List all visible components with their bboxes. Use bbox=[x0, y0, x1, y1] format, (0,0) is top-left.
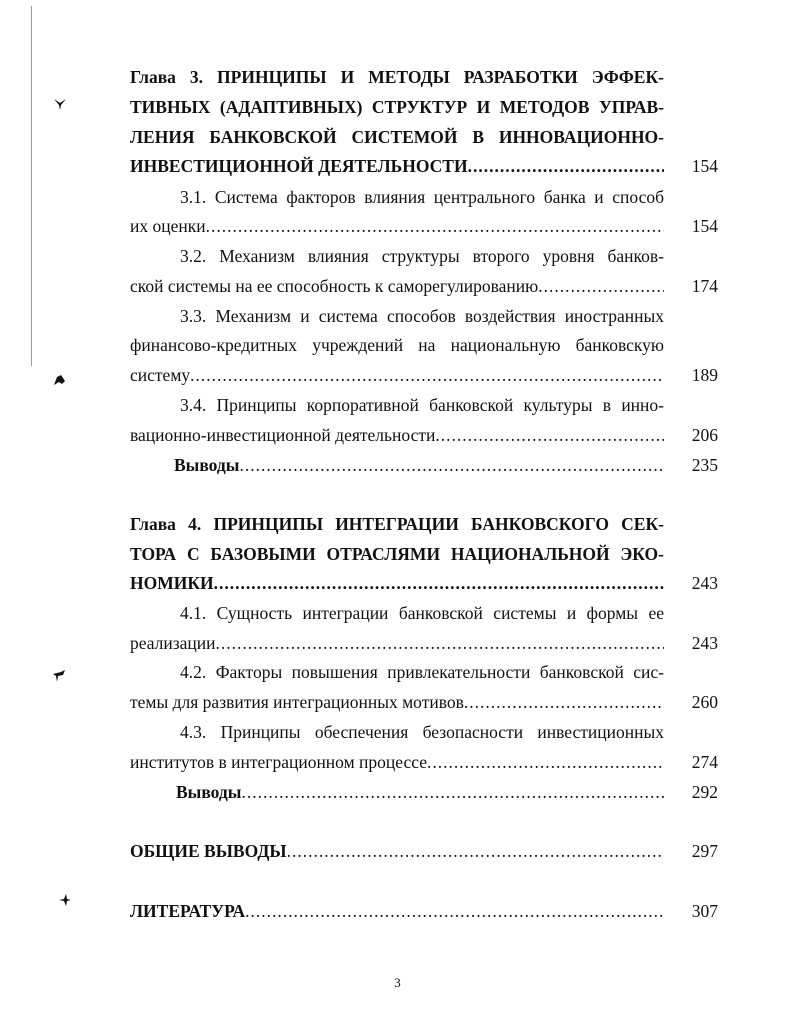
scan-artifact-mark bbox=[52, 669, 66, 683]
conclusions-label: Выводы bbox=[174, 455, 240, 475]
section-4-3-title: институтов в интеграционном процессе bbox=[130, 752, 427, 772]
page-number-section-3-1: 154 bbox=[691, 216, 718, 236]
section-3-1-title: их оценки bbox=[130, 216, 206, 236]
toc-entry-section-3-3[interactable] bbox=[130, 364, 664, 386]
section-4-1-title: 4.1. Сущность интеграции банковской системы и формы ее bbox=[180, 603, 664, 623]
section-4-2-title: темы для развития интеграционных мотивов bbox=[130, 692, 464, 712]
toc-entry-general-conclusions[interactable] bbox=[130, 840, 664, 862]
section-3-3-title: финансово-кредитных учреждений на национальную банковскую bbox=[130, 335, 664, 355]
conclusions-label: Выводы bbox=[176, 782, 242, 802]
dot-leader bbox=[190, 364, 664, 386]
chapter-3-title: ИНВЕСТИЦИОННОЙ ДЕЯТЕЛЬНОСТИ bbox=[130, 156, 468, 176]
toc-entry-section-3-4[interactable] bbox=[130, 424, 664, 446]
chapter-4-title: НОМИКИ bbox=[130, 573, 214, 593]
dot-leader bbox=[239, 454, 664, 476]
dot-leader bbox=[427, 751, 664, 773]
section-3-4-title: вационно-инвестиционной деятельности bbox=[130, 425, 436, 445]
toc-entry-chapter-3-conclusions[interactable] bbox=[174, 454, 664, 476]
chapter-4-title: Глава 4. ПРИНЦИПЫ ИНТЕГРАЦИИ БАНКОВСКОГО СЕК- bbox=[130, 514, 664, 534]
toc-entry-section-3-2[interactable] bbox=[130, 275, 664, 297]
section-3-3-title: систему bbox=[130, 365, 191, 385]
page-number-chapter-4: 243 bbox=[691, 573, 718, 593]
literature-label: ЛИТЕРАТУРА bbox=[130, 901, 246, 921]
chapter-3-title: ТИВНЫХ (АДАПТИВНЫХ) СТРУКТУР И МЕТОДОВ УПРАВ- bbox=[130, 97, 664, 117]
page-number-section-4-2: 260 bbox=[691, 692, 718, 712]
chapter-3-title: ЛЕНИЯ БАНКОВСКОЙ СИСТЕМОЙ В ИННОВАЦИОННО- bbox=[130, 127, 664, 147]
dot-leader bbox=[435, 424, 664, 446]
page-number-literature: 307 bbox=[691, 901, 718, 921]
toc-entry-chapter-3[interactable] bbox=[130, 155, 664, 177]
dot-leader bbox=[241, 781, 664, 803]
page-number-chapter-4-conclusions: 292 bbox=[691, 782, 718, 802]
section-3-3-title: 3.3. Механизм и система способов воздействия иностранных bbox=[180, 306, 664, 326]
dot-leader bbox=[464, 691, 664, 713]
toc-entry-section-3-1[interactable] bbox=[130, 215, 664, 237]
section-3-1-title: 3.1. Система факторов влияния центрального банка и способ bbox=[180, 187, 664, 207]
dot-leader bbox=[206, 215, 664, 237]
page-number-section-4-3: 274 bbox=[691, 752, 718, 772]
toc-entry-section-4-3[interactable] bbox=[130, 751, 664, 773]
chapter-3-title: Глава 3. ПРИНЦИПЫ И МЕТОДЫ РАЗРАБОТКИ ЭФФЕК- bbox=[130, 67, 664, 87]
page-number-chapter-3: 154 bbox=[691, 156, 718, 176]
general-conclusions-label: ОБЩИЕ ВЫВОДЫ bbox=[130, 841, 287, 861]
section-3-4-title: 3.4. Принципы корпоративной банковской культуры в инно- bbox=[180, 395, 664, 415]
page-number-section-3-4: 206 bbox=[691, 425, 718, 445]
dot-leader bbox=[468, 155, 664, 177]
dot-leader bbox=[287, 840, 664, 862]
dot-leader bbox=[245, 900, 664, 922]
section-4-3-title: 4.3. Принципы обеспечения безопасности инвестиционных bbox=[180, 722, 664, 742]
section-4-1-title: реализации bbox=[130, 633, 216, 653]
dot-leader bbox=[214, 572, 664, 594]
page-number-general-conclusions: 297 bbox=[691, 841, 718, 861]
toc-entry-literature[interactable] bbox=[130, 900, 664, 922]
page-number-section-3-2: 174 bbox=[691, 276, 718, 296]
chapter-4-title: ТОРА С БАЗОВЫМИ ОТРАСЛЯМИ НАЦИОНАЛЬНОЙ ЭКО- bbox=[130, 544, 664, 564]
scan-artifact-mark bbox=[58, 893, 72, 907]
toc-entry-section-4-2[interactable] bbox=[130, 691, 664, 713]
scan-edge-line bbox=[31, 6, 32, 366]
section-4-2-title: 4.2. Факторы повышения привлекательности банковской сис- bbox=[180, 662, 664, 682]
scan-artifact-mark bbox=[52, 373, 66, 387]
section-3-2-title: ской системы на ее способность к саморегулированию bbox=[130, 276, 539, 296]
dot-leader bbox=[538, 275, 664, 297]
page-number-chapter-3-conclusions: 235 bbox=[691, 455, 718, 475]
scan-artifact-mark bbox=[53, 97, 67, 111]
toc-entry-chapter-4[interactable] bbox=[130, 572, 664, 594]
page-footer-number: 3 bbox=[394, 975, 401, 990]
page-number-section-3-3: 189 bbox=[691, 365, 718, 385]
toc-entry-chapter-4-conclusions[interactable] bbox=[176, 781, 664, 803]
page-number-section-4-1: 243 bbox=[691, 633, 718, 653]
toc-entry-section-4-1[interactable] bbox=[130, 632, 664, 654]
dot-leader bbox=[216, 632, 664, 654]
section-3-2-title: 3.2. Механизм влияния структуры второго уровня банков- bbox=[180, 246, 664, 266]
